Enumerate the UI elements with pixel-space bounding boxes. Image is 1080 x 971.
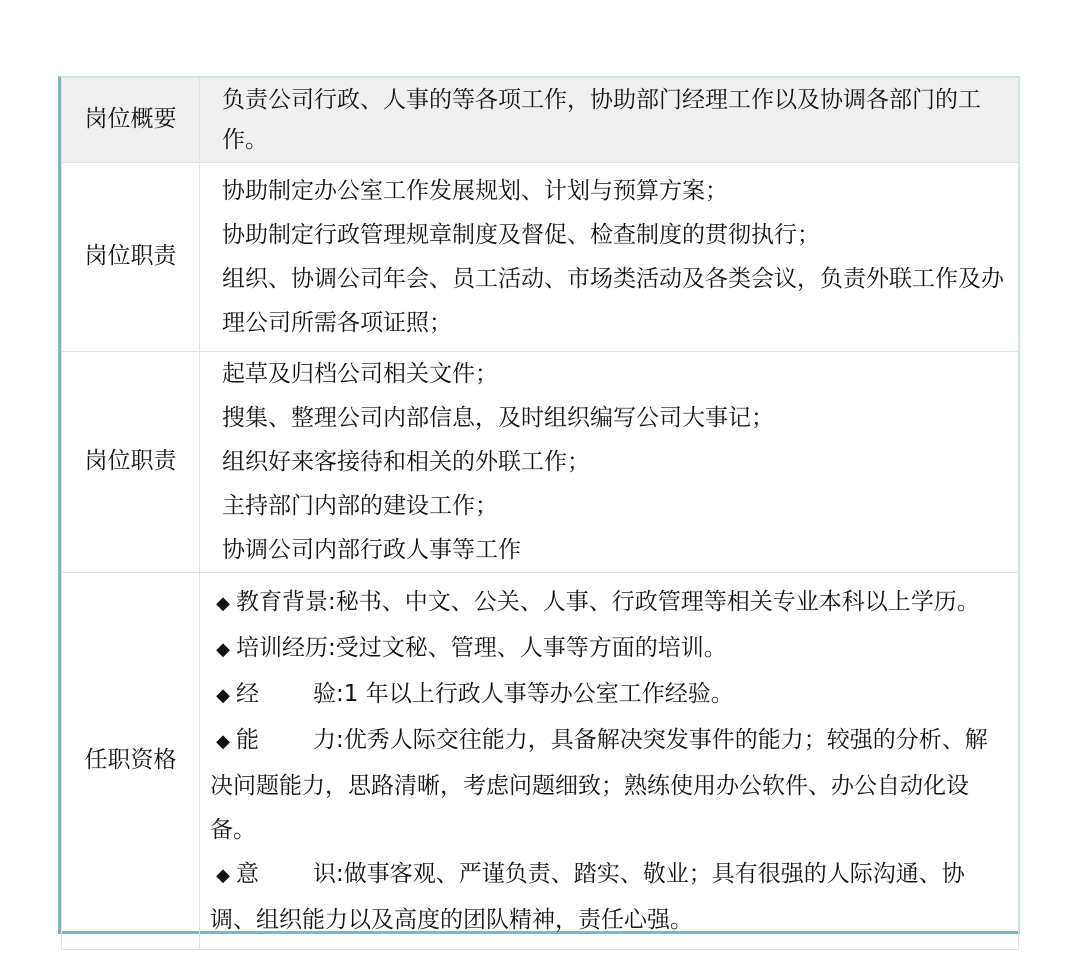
duty-item: 搜集、整理公司内部信息，及时组织编写公司大事记；	[222, 405, 774, 431]
diamond-bullet-icon: ◆	[216, 865, 230, 886]
duty-item: 主持部门内部的建设工作；	[222, 493, 498, 519]
duty-item: 协助制定办公室工作发展规划、计划与预算方案；	[222, 178, 728, 204]
qualification-item	[210, 718, 1010, 852]
qualification-key: 教育背景	[236, 589, 328, 615]
duty-item: 协助制定行政管理规章制度及督促、检查制度的贯彻执行；	[222, 222, 820, 248]
qualification-key-second: 验	[313, 681, 336, 707]
row-label: 岗位职责	[62, 352, 200, 573]
qualification-item	[210, 852, 1010, 942]
qualification-key-first: 能	[236, 727, 259, 753]
row-label: 岗位概要	[62, 78, 200, 163]
table-row-qualifications	[62, 573, 1019, 950]
qualification-value: :受过文秘、管理、人事等方面的培训。	[328, 635, 727, 661]
duty-item: 组织好来客接待和相关的外联工作；	[222, 449, 590, 475]
duty-item: 组织、协调公司年会、员工活动、市场类活动及各类会议，负责外联工作及办理公司所需各项证照；	[222, 266, 1004, 336]
table-row-overview	[62, 78, 1019, 163]
qualification-value: :秘书、中文、公关、人事、行政管理等相关专业本科以上学历。	[328, 589, 980, 615]
duty-item: 协调公司内部行政人事等工作	[222, 537, 521, 563]
qualification-key-second: 力	[313, 727, 336, 753]
job-description-table	[58, 76, 1020, 934]
diamond-bullet-icon: ◆	[216, 639, 230, 660]
table-row-duties-2	[62, 352, 1019, 573]
qualification-value: :1 年以上行政人事等办公室工作经验。	[336, 681, 734, 707]
table	[61, 77, 1019, 950]
duty-item: 起草及归档公司相关文件；	[222, 361, 498, 387]
qualification-value: :优秀人际交往能力，具备解决突发事件的能力；较强的分析、解决问题能力，思路清晰，考虑问题细致；熟练使用办公软件、办公自动化设备。	[210, 727, 988, 843]
duties-list	[200, 352, 1019, 573]
qualification-value: :做事客观、严谨负责、踏实、敬业；具有很强的人际沟通、协调、组织能力以及高度的团队精神，责任心强。	[210, 861, 965, 933]
row-label: 任职资格	[62, 573, 200, 950]
table-row-duties-1	[62, 163, 1019, 352]
qualifications-list	[200, 573, 1019, 950]
qualification-key-first: 意	[236, 861, 259, 887]
row-label: 岗位职责	[62, 163, 200, 352]
overview-text	[200, 78, 1019, 163]
qualification-key-first: 经	[236, 681, 259, 707]
diamond-bullet-icon: ◆	[216, 731, 230, 752]
qualification-key: 培训经历	[236, 635, 328, 661]
qualification-key-second: 识	[313, 861, 336, 887]
diamond-bullet-icon: ◆	[216, 593, 230, 614]
qualification-item	[210, 626, 1010, 672]
qualification-item	[210, 672, 1010, 718]
duties-list	[200, 163, 1019, 352]
diamond-bullet-icon: ◆	[216, 685, 230, 706]
overview-line: 负责公司行政、人事的等各项工作，协助部门经理工作以及协调各部门的工作。	[222, 87, 981, 153]
qualification-item	[210, 580, 1010, 626]
